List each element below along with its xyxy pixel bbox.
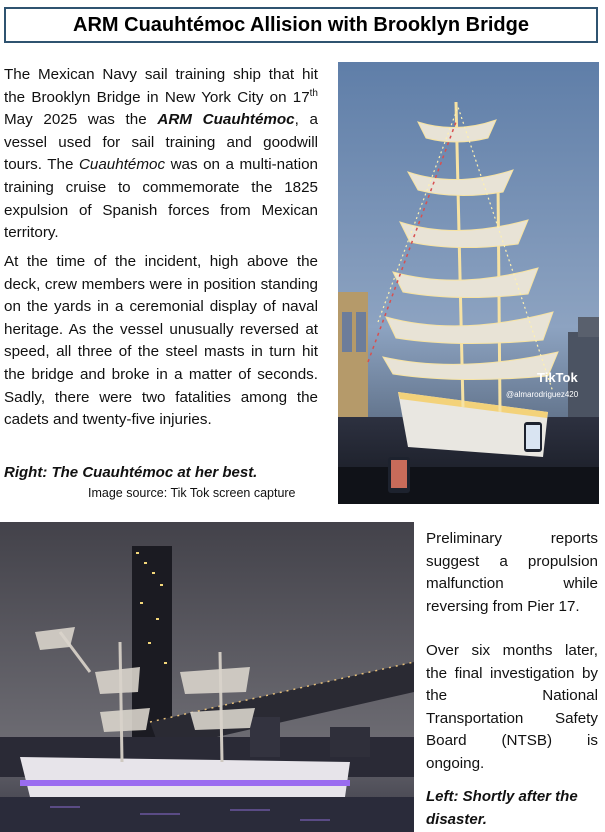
tiktok-handle: @almarodriguez420: [506, 390, 579, 399]
ship-name-italic: Cuauhtémoc: [78, 156, 166, 174]
intro-text-1: The Mexican Navy sail training ship that hit the Brooklyn Bridge in New York City on 17: [4, 66, 318, 106]
reports-paragraph: Preliminary reports suggest a propulsion malfunction while reversing from Pier 17.: [426, 530, 598, 615]
ship-photo-top: [338, 62, 599, 504]
intro-paragraph: [4, 64, 318, 245]
ship-name-bold: ARM Cuauhtémoc: [157, 111, 295, 129]
intro-text-3: , a vessel used for sail training and goodwill tours. The: [4, 111, 318, 174]
intro-text-4: was on a multi-nation training cruise to commemorate the 1825 expulsion of Spanish forces from Mexican territory.: [4, 156, 319, 242]
image-source: Image source: Tik Tok screen capture: [88, 486, 296, 500]
tiktok-watermark: TikTok: [537, 370, 578, 385]
incident-paragraph: At the time of the incident, high above the deck, crew members were in position standing on the yards in a ceremonial display of naval heritage. As the vessel unusually reversed at speed, all three of the steel masts in turn hit the bridge and broke in a matter of seconds. Sadly, there were two fatalities among the cadets and twenty-five injuries.: [4, 253, 318, 429]
caption-right: Right: The Cuauhtémoc at her best.: [4, 464, 258, 481]
ship-photo-bottom: [0, 522, 414, 832]
caption-left: Left: Shortly after the disaster.: [426, 788, 578, 828]
page-title: ARM Cuauhtémoc Allision with Brooklyn Bridge: [4, 7, 598, 43]
intro-text-2: May 2025 was the: [4, 111, 158, 129]
intro-superscript: th: [309, 87, 318, 99]
investigation-paragraph: Over six months later, the final investigation by the National Transportation Safety Board (NTSB) is ongoing.: [426, 642, 598, 772]
